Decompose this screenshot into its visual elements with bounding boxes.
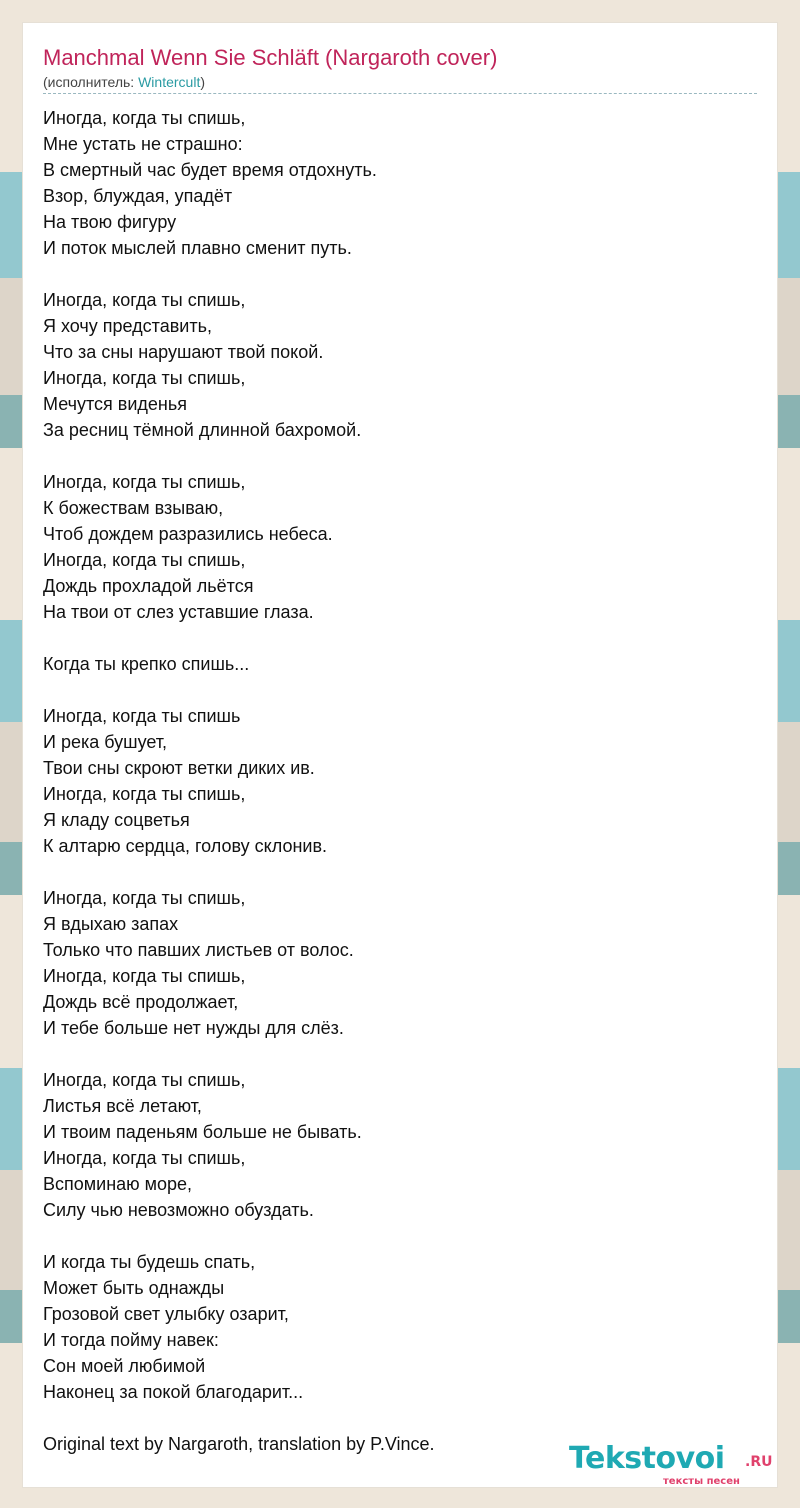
lyric-line: Сон моей любимой <box>43 1356 206 1376</box>
lyric-line: Твои сны скроют ветки диких ив. <box>43 758 315 778</box>
lyric-line: Я кладу соцветья <box>43 810 190 830</box>
lyric-line: Иногда, когда ты спишь, <box>43 108 246 128</box>
stanza-gap <box>43 625 743 651</box>
artist-suffix: ) <box>200 74 205 90</box>
lyric-line: Иногда, когда ты спишь <box>43 706 241 726</box>
lyrics-card <box>22 22 778 1488</box>
lyric-line: К божествам взываю, <box>43 498 224 518</box>
lyric-line: Листья всё летают, <box>43 1096 202 1116</box>
lyric-line: Что за сны нарушают твой покой. <box>43 342 324 362</box>
stanza-gap <box>43 261 743 287</box>
lyric-line: Взор, блуждая, упадёт <box>43 186 233 206</box>
logo-tagline: тексты песен <box>663 1476 740 1487</box>
artist-line <box>43 73 205 91</box>
site-logo[interactable] <box>569 1441 779 1489</box>
song-title: Manchmal Wenn Sie Schläft (Nargaroth cover) <box>43 45 498 70</box>
lyric-line: И поток мыслей плавно сменит путь. <box>43 238 352 258</box>
title-divider <box>43 93 757 94</box>
lyric-line: И тебе больше нет нужды для слёз. <box>43 1018 344 1038</box>
lyric-line: Мечутся виденья <box>43 394 187 414</box>
lyric-line: И когда ты будешь спать, <box>43 1252 256 1272</box>
lyric-line: За ресниц тёмной длинной бахромой. <box>43 420 362 440</box>
lyric-line: Иногда, когда ты спишь, <box>43 472 246 492</box>
artist-prefix: (исполнитель: <box>43 74 139 90</box>
lyric-line: И река бушует, <box>43 732 168 752</box>
lyric-line: Иногда, когда ты спишь, <box>43 888 246 908</box>
lyric-line: И твоим паденьям больше не бывать. <box>43 1122 362 1142</box>
artist-link[interactable]: Wintercult <box>138 74 201 90</box>
lyric-line: Грозовой свет улыбку озарит, <box>43 1304 289 1324</box>
lyric-line: Чтоб дождем разразились небеса. <box>43 524 333 544</box>
lyric-line: Наконец за покой благодарит... <box>43 1382 304 1402</box>
stanza-gap <box>43 859 743 885</box>
lyric-line: Мне устать не страшно: <box>43 134 243 154</box>
lyric-line: Вспоминаю море, <box>43 1174 193 1194</box>
lyric-line: Только что павших листьев от волос. <box>43 940 354 960</box>
lyric-line: Я вдыхаю запах <box>43 914 179 934</box>
lyric-line: Я хочу представить, <box>43 316 212 336</box>
lyric-line: И тогда пойму навек: <box>43 1330 219 1350</box>
lyric-line: Может быть однажды <box>43 1278 225 1298</box>
lyrics-body <box>43 105 743 1405</box>
lyric-line: Иногда, когда ты спишь, <box>43 966 246 986</box>
lyric-line: Силу чью невозможно обуздать. <box>43 1200 314 1220</box>
lyric-line: На твои от слез уставшие глаза. <box>43 602 314 622</box>
lyric-line: К алтарю сердца, голову склонив. <box>43 836 328 856</box>
lyric-line: Иногда, когда ты спишь, <box>43 784 246 804</box>
lyric-line: Иногда, когда ты спишь, <box>43 290 246 310</box>
lyric-line: Иногда, когда ты спишь, <box>43 368 246 388</box>
translation-credit: Original text by Nargaroth, translation by P.Vince. <box>43 1434 435 1454</box>
logo-name: Tekstovoi <box>569 1441 725 1476</box>
stanza-gap <box>43 1041 743 1067</box>
lyric-line: Дождь прохладой льётся <box>43 576 254 596</box>
logo-tld: .RU <box>745 1454 773 1470</box>
lyric-line: Иногда, когда ты спишь, <box>43 1070 246 1090</box>
lyric-line: На твою фигуру <box>43 212 177 232</box>
lyric-line: В смертный час будет время отдохнуть. <box>43 160 377 180</box>
lyric-line: Дождь всё продолжает, <box>43 992 239 1012</box>
lyric-line: Иногда, когда ты спишь, <box>43 1148 246 1168</box>
lyric-line: Когда ты крепко спишь... <box>43 654 250 674</box>
stanza-gap <box>43 1223 743 1249</box>
lyric-line: Иногда, когда ты спишь, <box>43 550 246 570</box>
stanza-gap <box>43 443 743 469</box>
stanza-gap <box>43 677 743 703</box>
